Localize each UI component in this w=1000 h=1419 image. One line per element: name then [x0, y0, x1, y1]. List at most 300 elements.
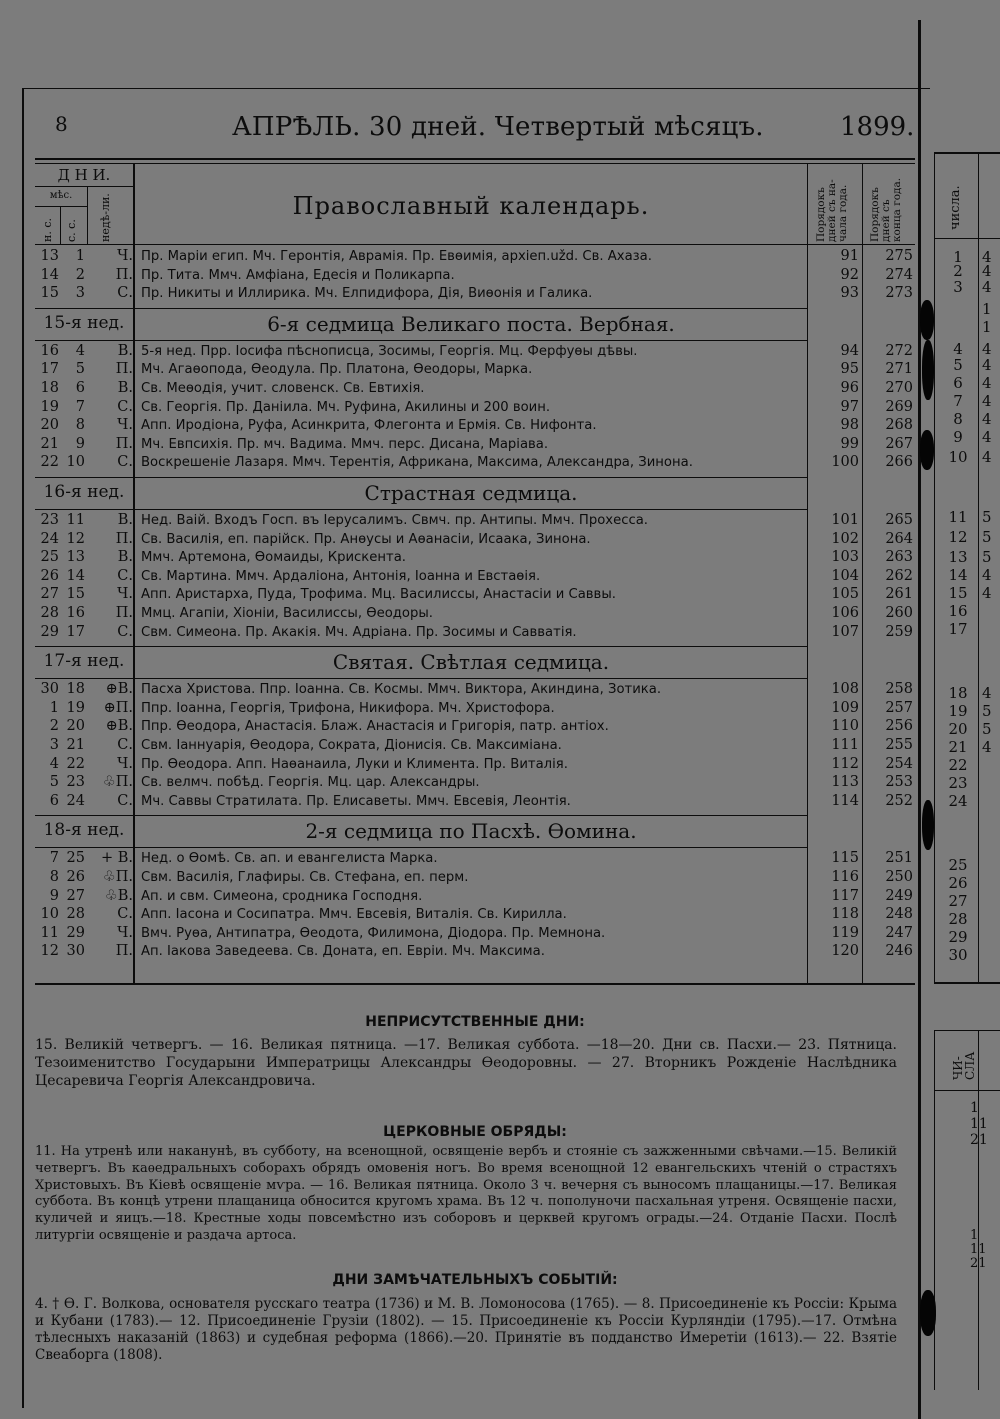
order-from-end: 248	[885, 906, 913, 923]
order-from-start: 113	[831, 774, 859, 791]
table-row	[35, 605, 915, 623]
order-from-end: 270	[885, 380, 913, 396]
weekday: + В.	[100, 850, 133, 867]
day-new-style: 25	[40, 549, 59, 566]
strip-cut-digit: 5	[982, 702, 992, 720]
saints-text: Мч. Евпсихія. Пр. мч. Вадима. Ммч. перс. Дисана, Маріава.	[141, 436, 549, 452]
frame-top-border	[22, 88, 930, 89]
order-from-end: 260	[885, 605, 913, 621]
order-from-end: 253	[885, 774, 913, 791]
strip-cut-digit: 4	[982, 684, 992, 702]
strip-header: числа.	[948, 185, 963, 230]
order-from-start: 108	[831, 681, 859, 698]
day-old-style: 12	[66, 530, 85, 547]
day-new-style: 5	[49, 774, 59, 791]
order-from-start: 95	[840, 361, 859, 378]
order-from-end: 262	[885, 567, 913, 584]
table-row	[35, 756, 915, 774]
order-from-start: 112	[831, 755, 859, 772]
table-row	[35, 943, 915, 961]
strip-cut-digit: 5	[982, 720, 992, 738]
strip-cut-digit: 4	[982, 356, 992, 374]
table-row	[35, 454, 915, 472]
day-old-style: 8	[75, 417, 85, 434]
weekday: С.	[117, 398, 133, 415]
day-new-style: 24	[40, 530, 59, 547]
strip-top-rule	[934, 152, 1000, 154]
order-from-end: 261	[885, 586, 913, 603]
day-new-style: 21	[40, 435, 59, 452]
saints-text: Св. Георгія. Пр. Даніила. Мч. Руфина, Акилины и 200 воин.	[141, 399, 551, 415]
table-row	[35, 906, 915, 924]
strip-date-number: 25	[948, 856, 968, 874]
table-top-rule	[35, 158, 915, 160]
ink-blot	[922, 800, 934, 850]
strip-date-number: 20	[948, 720, 968, 738]
weekday: ⊕П.	[103, 699, 133, 716]
table-row	[35, 774, 915, 792]
strip-lower-number: 21	[970, 1132, 988, 1148]
week-label: 15-я нед.	[43, 312, 125, 333]
day-new-style: 15	[40, 285, 59, 302]
table-row	[35, 718, 915, 736]
strip-cut-digit: 4	[982, 738, 992, 756]
table-row	[35, 869, 915, 887]
strip-lower-number: 1	[970, 1100, 979, 1116]
strip-cut-digit: 5	[982, 508, 992, 526]
day-new-style: 4	[49, 755, 59, 772]
saints-text: Нед. о Ѳомѣ. Св. ап. и евангелиста Марка.	[141, 851, 438, 867]
order-from-end: 275	[885, 248, 913, 264]
day-new-style: 18	[40, 380, 59, 396]
strip-head-rule	[934, 238, 1000, 239]
week-label: 17-я нед.	[43, 651, 125, 672]
strip-date-number: 14	[948, 566, 968, 584]
strip-cut-digit: 5	[982, 528, 992, 546]
order-from-end: 254	[885, 755, 913, 772]
weekday: Ч.	[117, 586, 133, 603]
order-from-start: 105	[831, 586, 859, 603]
order-from-end: 246	[885, 943, 913, 960]
order-from-end: 266	[885, 454, 913, 471]
strip-date-number: 23	[948, 774, 968, 792]
table-row	[35, 888, 915, 906]
day-old-style: 4	[75, 342, 85, 359]
strip-date-number: 10	[948, 448, 968, 466]
order-from-start: 111	[831, 737, 859, 753]
day-new-style: 27	[40, 586, 59, 603]
day-old-style: 23	[66, 774, 85, 791]
weekday: С.	[117, 623, 133, 640]
saints-text: Свм. Василія, Глафиры. Св. Стефана, еп. перм.	[141, 870, 469, 885]
strip-date-number: 24	[948, 792, 968, 810]
day-old-style: 27	[66, 887, 85, 904]
saints-text: Ап. и свм. Симеона, сродника Господня.	[141, 888, 423, 904]
day-new-style: 30	[40, 681, 59, 698]
weekday: ♧П.	[102, 869, 133, 885]
order-from-start: 98	[840, 417, 859, 434]
saints-text: Ппр. Іоанна, Георгія, Трифона, Никифора. Мч. Христофора.	[141, 700, 555, 716]
week-bottom-rule	[35, 847, 807, 848]
strip-cut-digit: 4	[982, 262, 992, 280]
table-top-rule-2	[35, 163, 915, 164]
day-old-style: 3	[75, 285, 85, 302]
table-row	[35, 568, 915, 586]
strip-cut-digit: 1	[982, 300, 992, 318]
weekday: С.	[117, 567, 133, 584]
strip-date-number: 5	[953, 356, 963, 374]
week-title: Страстная седмица.	[364, 481, 578, 505]
order-from-end: 251	[885, 850, 913, 867]
day-old-style: 17	[66, 623, 85, 640]
order-from-start: 110	[831, 718, 859, 735]
table-row	[35, 285, 915, 303]
day-old-style: 7	[75, 398, 85, 415]
week-title: 2-я седмица по Пасхѣ. Ѳомина.	[305, 819, 637, 844]
old-style-header: с. с.	[65, 219, 78, 242]
week-title: 6-я седмица Великаго поста. Вербная.	[267, 311, 675, 336]
strip-date-number: 29	[948, 928, 968, 946]
weekday: ♧В.	[104, 887, 133, 904]
day-new-style: 12	[40, 943, 59, 960]
day-old-style: 9	[75, 435, 85, 452]
month-weekday-divider	[87, 186, 88, 244]
table-row	[35, 624, 915, 642]
day-new-style: 11	[40, 924, 59, 941]
saints-text: Мч. Агаѳопода, Ѳеодула. Пр. Платона, Ѳеодоры, Марка.	[141, 362, 533, 378]
weekday: С.	[117, 906, 133, 923]
day-old-style: 24	[66, 792, 85, 809]
order-from-start: 114	[831, 792, 859, 809]
ink-blot	[920, 1290, 936, 1336]
days-header: Д Н И.	[57, 166, 111, 184]
day-old-style: 2	[75, 266, 85, 283]
weekday: П.	[115, 530, 133, 547]
week-label: 16-я нед.	[43, 482, 125, 502]
strip-date-number: 16	[948, 602, 968, 620]
strip-date-number: 6	[953, 374, 963, 392]
saints-text: Апп. Иродіона, Руфа, Асинкрита, Флегонта и Ермія. Св. Нифонта.	[141, 418, 597, 434]
day-old-style: 25	[66, 850, 85, 867]
order-from-start: 107	[831, 623, 859, 640]
strip-date-number: 11	[948, 508, 968, 526]
saints-text: Свм. Симеона. Пр. Акакія. Мч. Адріана. Пр. Зосимы и Савватія.	[141, 624, 577, 640]
saints-text: Ап. Іакова Заведеева. Св. Доната, еп. Евріи. Мч. Максима.	[141, 944, 545, 960]
saints-text: Ппр. Ѳеодора, Анастасія. Блаж. Анастасія и Григорія, патр. антіох.	[141, 719, 609, 735]
order-from-end: 267	[885, 435, 913, 452]
weekday: С.	[117, 454, 133, 471]
day-old-style: 14	[66, 567, 85, 584]
table-row	[35, 436, 915, 454]
order-from-end: 252	[885, 792, 913, 809]
order-from-start: 97	[840, 398, 859, 415]
strip-date-number: 3	[953, 278, 963, 296]
table-row	[35, 737, 915, 755]
table-row	[35, 361, 915, 379]
day-old-style: 18	[66, 681, 85, 698]
order-from-end: 256	[885, 718, 913, 735]
day-old-style: 29	[66, 924, 85, 941]
weekday: В.	[117, 342, 133, 359]
order-from-start: 101	[831, 512, 859, 528]
order-from-end: 272	[885, 342, 913, 359]
strip-cut-digit: 4	[982, 584, 992, 602]
day-new-style: 7	[49, 850, 59, 867]
holidays-heading: НЕПРИСУТСТВЕННЫЕ ДНИ:	[365, 1014, 585, 1030]
strip-cut-digit: 4	[982, 448, 992, 466]
order-from-start: 120	[831, 943, 859, 960]
order-from-end: 247	[885, 924, 913, 941]
week-bottom-rule	[35, 340, 807, 341]
strip-lower-number-2: 1	[970, 1228, 979, 1243]
strip-lower-rule	[934, 1030, 1000, 1031]
strip-cut-digit: 4	[982, 410, 992, 428]
day-new-style: 1	[49, 699, 59, 716]
weekday: С.	[117, 737, 133, 753]
weekday: Ч.	[117, 755, 133, 772]
order-from-start: 100	[831, 454, 859, 471]
rites-heading: ЦЕРКОВНЫЕ ОБРЯДЫ:	[383, 1124, 567, 1140]
strip-left-rule	[934, 152, 935, 982]
order-from-end: 268	[885, 417, 913, 434]
saints-text: Пр. Маріи егип. Мч. Геронтія, Аврамія. Пр. Евѳимія, архіеп.užd. Св. Ахаза.	[141, 249, 652, 264]
strip-date-number: 4	[953, 340, 963, 358]
strip-cut-digit: 4	[982, 248, 992, 266]
week-bottom-rule	[35, 678, 807, 679]
table-row	[35, 681, 915, 699]
table-row	[35, 512, 915, 530]
table-row	[35, 700, 915, 718]
events-heading: ДНИ ЗАМѢЧАТЕЛЬНЫХЪ СОБЫТІЙ:	[332, 1272, 618, 1288]
week-title: Святая. Свѣтлая седмица.	[332, 650, 610, 675]
table-row	[35, 248, 915, 266]
order-from-start-header: Порядокъ дней съ на-чала года.	[815, 179, 849, 242]
weekday: Ч.	[117, 417, 133, 434]
order-from-end: 259	[885, 623, 913, 640]
order-from-end: 274	[885, 266, 913, 283]
strip-lower-number-2: 11	[970, 1242, 987, 1257]
page-number: 8	[55, 112, 68, 136]
strip-date-number: 2	[953, 262, 963, 280]
order-from-start: 99	[840, 435, 859, 452]
ink-blot	[920, 300, 934, 340]
strip-lower-col	[978, 1030, 979, 1390]
order-from-start: 118	[831, 906, 859, 923]
saints-text: Апп. Аристарха, Пуда, Трофима. Мц. Василиссы, Анастасіи и Саввы.	[141, 587, 616, 603]
day-new-style: 14	[40, 266, 59, 283]
saints-text: Мч. Саввы Стратилата. Пр. Елисаветы. Ммч. Евсевія, Леонтія.	[141, 793, 571, 809]
strip-cut-digit: 1	[982, 318, 992, 336]
table-row	[35, 925, 915, 943]
strip-col-rule	[978, 152, 979, 982]
week-top-rule	[35, 477, 807, 478]
day-new-style: 9	[49, 887, 59, 904]
weekday: В.	[117, 380, 133, 396]
order-from-end: 258	[885, 681, 913, 698]
weekday: П.	[115, 361, 133, 378]
order-from-end: 271	[885, 361, 913, 378]
weekday: ⊕В.	[105, 718, 133, 735]
saints-text: Нед. Ваій. Входъ Госп. въ Іерусалимъ. Свмч. пр. Антипы. Ммч. Прохесса.	[141, 513, 648, 528]
calendar-title: Православный календарь.	[292, 192, 650, 220]
order-from-end: 273	[885, 285, 913, 302]
day-old-style: 26	[66, 869, 85, 885]
week-label: 18-я нед.	[43, 820, 125, 841]
day-new-style: 19	[40, 398, 59, 415]
strip-bottom-rule	[934, 982, 1000, 984]
week-top-rule	[35, 815, 807, 816]
saints-text: Св. велмч. побѣд. Георгія. Мц. цар. Александры.	[141, 775, 480, 791]
order-from-start: 93	[840, 285, 859, 302]
saints-text: Св. Василія, еп. парійск. Пр. Анѳусы и Аѳанасіи, Исаака, Зинона.	[141, 531, 591, 547]
page-title: АПРѢЛЬ. 30 дней. Четвертый мѣсяцъ.	[232, 112, 764, 142]
day-old-style: 21	[66, 737, 85, 753]
order-from-end: 257	[885, 699, 913, 716]
day-new-style: 10	[40, 906, 59, 923]
table-bottom-rule	[35, 983, 915, 985]
table-head-bottom-rule	[35, 244, 915, 245]
day-new-style: 28	[40, 605, 59, 621]
table-row	[35, 267, 915, 285]
strip-date-number: 15	[948, 584, 968, 602]
strip-cut-digit: 4	[982, 340, 992, 358]
saints-text: Свм. Іаннуарія, Ѳеодора, Сократа, Діонисія. Св. Максиміана.	[141, 738, 562, 753]
table-row	[35, 343, 915, 361]
strip-lower-rule-2	[934, 1090, 1000, 1091]
strip-date-number: 22	[948, 756, 968, 774]
ink-blot	[920, 430, 934, 470]
saints-text: Пр. Тита. Ммч. Амфіана, Едесія и Поликарпа.	[141, 267, 455, 283]
strip-date-number: 1	[953, 248, 963, 266]
strip-cut-digit: 4	[982, 392, 992, 410]
day-old-style: 16	[66, 605, 85, 621]
days-sub-rule	[35, 186, 133, 187]
saints-text: Пр. Никиты и Иллирика. Мч. Елпидифора, Дія, Виѳонія и Галика.	[141, 286, 593, 302]
order-from-end: 250	[885, 869, 913, 885]
order-from-end: 263	[885, 549, 913, 566]
month-sub-rule	[35, 206, 87, 207]
saints-text: 5-я нед. Пpp. Іосифа пѣснописца, Зосимы, Георгія. Мц. Ферфуѳы дѣвы.	[141, 343, 638, 359]
saints-text: Ммч. Артемона, Ѳомаиды, Крискента.	[141, 550, 406, 566]
order-from-start: 103	[831, 549, 859, 566]
day-new-style: 26	[40, 567, 59, 584]
table-row	[35, 793, 915, 811]
day-new-style: 6	[49, 792, 59, 809]
rites-text: 11. На утренѣ или наканунѣ, въ субботу, на всенощной, освященіе вербъ и стояніе съ зажженными свѣчами.—15. Великій четвергъ. Въ каѳедральныхъ соборахъ обрядъ омовенія ногъ. Во время всенощной 12 евангельскихъ чтеній о страстяхъ Христовыхъ. Въ Кіевѣ освященіе мѵра. — 16. Великая пятница. Около 3 ч. вечерня съ выносомъ плащаницы.—17. Великая суббота. Въ концѣ утрени плащаница обносится кругомъ храма. Въ 12 ч. пополуночи пасхальная утреня. Освященіе пасхи, куличей и яицъ.—18. Крестные ходы повсемѣстно изъ соборовъ и церквей кругомъ ограды.—24. Отданіе Пасхи. Послѣ литургіи освященіе и раздача артоса.	[35, 1144, 897, 1243]
strip-date-number: 28	[948, 910, 968, 928]
strip-cut-digit: 4	[982, 428, 992, 446]
day-new-style: 29	[40, 623, 59, 640]
weekday: П.	[115, 943, 133, 960]
weekday: Ч.	[117, 924, 133, 941]
weekday: В.	[117, 549, 133, 566]
day-new-style: 3	[49, 737, 59, 753]
table-row	[35, 399, 915, 417]
day-new-style: 13	[40, 248, 59, 264]
ns-os-divider	[60, 206, 61, 244]
day-old-style: 28	[66, 906, 85, 923]
strip-lower-number-2: 21	[970, 1256, 987, 1271]
saints-text: Пасха Христова. Ппр. Іоанна. Св. Космы. Ммч. Виктора, Акиндина, Зотика.	[141, 682, 662, 698]
day-new-style: 2	[49, 718, 59, 735]
day-new-style: 8	[49, 869, 59, 885]
day-old-style: 1	[75, 248, 85, 264]
order-from-end: 255	[885, 737, 913, 753]
saints-text: Ммц. Агапіи, Хіоніи, Василиссы, Ѳеодоры.	[141, 606, 433, 621]
table-row	[35, 380, 915, 398]
strip-date-number: 30	[948, 946, 968, 964]
strip-date-number: 8	[953, 410, 963, 428]
strip-cut-digit: 4	[982, 278, 992, 296]
order-from-start: 92	[840, 266, 859, 283]
saints-text: Пр. Ѳеодора. Апп. Наѳанаила, Луки и Климента. Пр. Виталія.	[141, 756, 568, 772]
strip-cut-digit: 4	[982, 566, 992, 584]
weekday: П.	[115, 605, 133, 621]
day-new-style: 17	[40, 361, 59, 378]
day-old-style: 22	[66, 755, 85, 772]
strip-date-number: 13	[948, 548, 968, 566]
weekday: П.	[115, 435, 133, 452]
strip-date-number: 26	[948, 874, 968, 892]
day-old-style: 30	[66, 943, 85, 960]
strip-date-number: 9	[953, 428, 963, 446]
order-from-start: 104	[831, 567, 859, 584]
strip-date-number: 12	[948, 528, 968, 546]
strip-lower-number: 11	[970, 1116, 988, 1132]
strip-lower-left	[934, 1030, 935, 1390]
order-from-start: 91	[840, 248, 859, 264]
day-old-style: 15	[66, 586, 85, 603]
saints-text: Воскрешеніе Лазаря. Ммч. Терентія, Африкана, Максима, Александра, Зинона.	[141, 455, 693, 471]
week-top-rule	[35, 646, 807, 647]
day-old-style: 10	[66, 454, 85, 471]
order-from-start: 116	[831, 869, 859, 885]
table-row	[35, 417, 915, 435]
order-from-end: 264	[885, 530, 913, 547]
order-from-start: 106	[831, 605, 859, 621]
strip-date-number: 21	[948, 738, 968, 756]
week-top-rule	[35, 308, 807, 309]
day-old-style: 19	[66, 699, 85, 716]
strip-date-number: 7	[953, 392, 963, 410]
table-row	[35, 531, 915, 549]
strip-cut-digit: 4	[982, 374, 992, 392]
order-from-end: 265	[885, 512, 913, 528]
order-from-end-header: Порядокъ дней съ конца года.	[869, 177, 903, 242]
table-row	[35, 549, 915, 567]
strip-cut-digit: 5	[982, 548, 992, 566]
weekday: ⊕В.	[105, 681, 133, 698]
day-old-style: 11	[66, 512, 85, 528]
strip-date-number: 27	[948, 892, 968, 910]
day-old-style: 20	[66, 718, 85, 735]
strip-date-number: 17	[948, 620, 968, 638]
order-from-start: 119	[831, 924, 859, 941]
saints-text: Св. Мартина. Ммч. Ардаліона, Антонія, Іоанна и Евстаѳія.	[141, 568, 541, 584]
ink-blot	[922, 340, 934, 400]
events-text: 4. † Ѳ. Г. Волкова, основателя русскаго театра (1736) и М. В. Ломоносова (1765). — 8. Присоединеніе къ Россіи: Крыма и Кубани (1783).— 12. Присоединеніе Грузіи (1802). — 15. Присоединеніе къ Россіи Курляндіи (1795).—17. Отмѣна тѣлесныхъ наказаній (1863) и судебная реформа (1866).—20. Принятіе въ подданство Имеретіи (1613).— 22. Взятіе Свеаборга (1808).	[35, 1296, 897, 1363]
weekday: П.	[115, 266, 133, 283]
frame-left-border	[22, 88, 24, 1408]
weekday: Ч.	[117, 248, 133, 264]
weekday: В.	[117, 512, 133, 528]
order-from-start: 102	[831, 530, 859, 547]
day-old-style: 6	[75, 380, 85, 396]
day-new-style: 23	[40, 512, 59, 528]
order-from-start: 96	[840, 380, 859, 396]
saints-text: Св. Меѳодія, учит. словенск. Св. Евтихія.	[141, 381, 425, 396]
strip-date-number: 19	[948, 702, 968, 720]
